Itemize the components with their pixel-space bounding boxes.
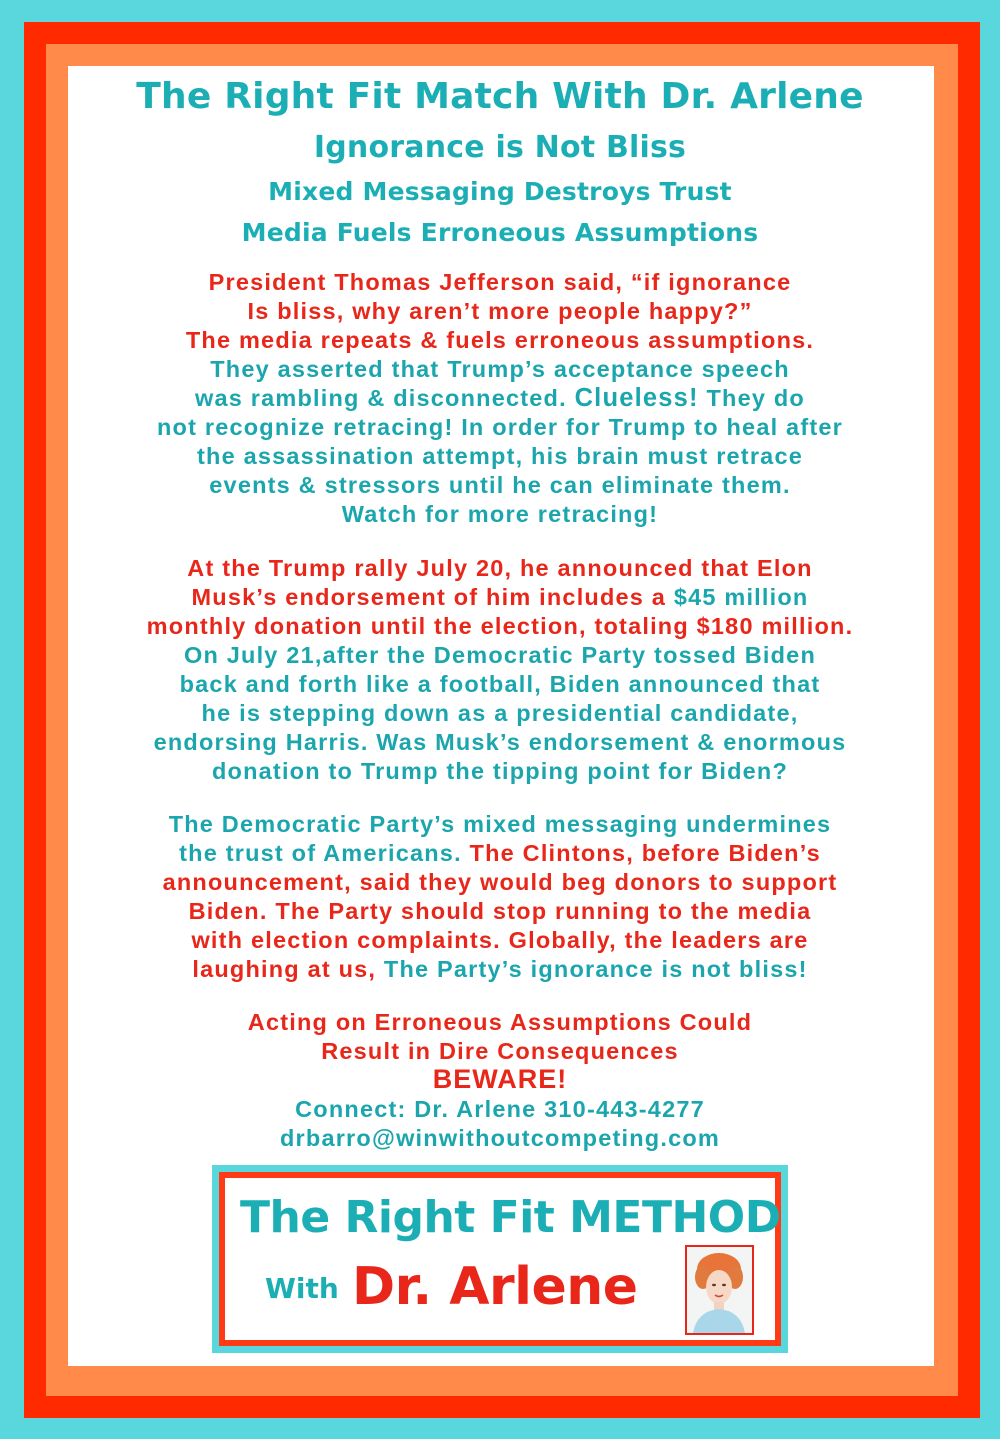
text-span: the trust of Americans.	[179, 840, 470, 866]
text-span: The Party’s ignorance is not bliss!	[383, 956, 808, 982]
text-line	[0, 955, 1000, 984]
text-line	[0, 897, 1000, 926]
text-span: Musk’s endorsement of him includes a	[191, 584, 674, 610]
text-span: the assassination attempt, his brain must retrace	[196, 443, 803, 469]
text-span: President Thomas Jefferson said, “if ignorance	[208, 269, 792, 295]
text-line	[0, 326, 1000, 355]
contact-email[interactable]: drbarro@winwithoutcompeting.com	[279, 1125, 721, 1151]
text-line	[0, 413, 1000, 442]
logo-method-title: The Right Fit METHOD	[240, 1192, 781, 1243]
text-line	[0, 384, 1000, 413]
text-span: The Democratic Party’s mixed messaging undermines	[168, 811, 832, 837]
text-span: Is bliss, why aren’t more people happy?”	[247, 298, 753, 324]
warning-line-1: Acting on Erroneous Assumptions Could	[247, 1009, 753, 1035]
text-span: with election complaints. Globally, the leaders are	[191, 927, 809, 953]
text-line	[0, 839, 1000, 868]
text-span: On July 21,after the Democratic Party tossed Biden	[183, 642, 817, 668]
text-span: was rambling & disconnected.	[195, 385, 575, 411]
text-line	[0, 583, 1000, 612]
page-subtitle: Ignorance is Not Bliss	[313, 130, 687, 165]
text-line	[0, 268, 1000, 297]
text-line	[0, 355, 1000, 384]
text-line	[0, 699, 1000, 728]
text-span: They asserted that Trump’s acceptance speech	[210, 356, 790, 382]
tagline-mixed-messaging: Mixed Messaging Destroys Trust	[268, 177, 732, 206]
text-line	[0, 757, 1000, 786]
logo-with-label: With	[265, 1272, 339, 1305]
text-span: endorsing Harris. Was Musk’s endorsement & enormous	[153, 729, 847, 755]
text-line	[0, 554, 1000, 583]
text-span: Watch for more retracing!	[341, 501, 659, 527]
text-span: The Clintons, before Biden’s	[469, 840, 821, 866]
author-portrait-image	[685, 1245, 754, 1335]
text-span: donation to Trump the tipping point for Biden?	[211, 758, 789, 784]
text-line	[0, 612, 1000, 641]
beware-label: BEWARE!	[432, 1064, 568, 1094]
text-line	[0, 442, 1000, 471]
text-span: he is stepping down as a presidential candidate,	[201, 700, 799, 726]
text-line	[0, 868, 1000, 897]
text-span: not recognize retracing! In order for Trump to heal after	[156, 414, 843, 440]
text-line	[0, 297, 1000, 326]
text-line	[0, 810, 1000, 839]
text-line	[0, 926, 1000, 955]
text-span: They do	[698, 385, 805, 411]
page-title: The Right Fit Match With Dr. Arlene	[136, 76, 864, 117]
text-span: events & stressors until he can eliminate them.	[209, 472, 791, 498]
tagline-media: Media Fuels Erroneous Assumptions	[241, 218, 759, 247]
text-line	[0, 670, 1000, 699]
text-span: Clueless!	[574, 384, 699, 412]
text-span: The media repeats & fuels erroneous assumptions.	[185, 327, 815, 353]
text-span: announcement, said they would beg donors to support	[162, 869, 838, 895]
text-span: monthly donation until the election, totaling $180 million.	[146, 613, 854, 639]
text-span: back and forth like a football, Biden announced that	[179, 671, 821, 697]
text-span: At the Trump rally July 20, he announced that Elon	[187, 555, 813, 581]
portrait-illustration	[687, 1247, 752, 1333]
text-span: $45 million	[673, 584, 809, 610]
text-line	[0, 641, 1000, 670]
text-span: laughing at us,	[192, 956, 384, 982]
text-line	[0, 471, 1000, 500]
contact-phone: Connect: Dr. Arlene 310-443-4277	[295, 1096, 705, 1122]
warning-line-2: Result in Dire Consequences	[321, 1038, 679, 1064]
text-line	[0, 728, 1000, 757]
logo-author-name: Dr. Arlene	[352, 1257, 638, 1317]
text-line	[0, 500, 1000, 529]
text-span: Biden. The Party should stop running to the media	[188, 898, 812, 924]
